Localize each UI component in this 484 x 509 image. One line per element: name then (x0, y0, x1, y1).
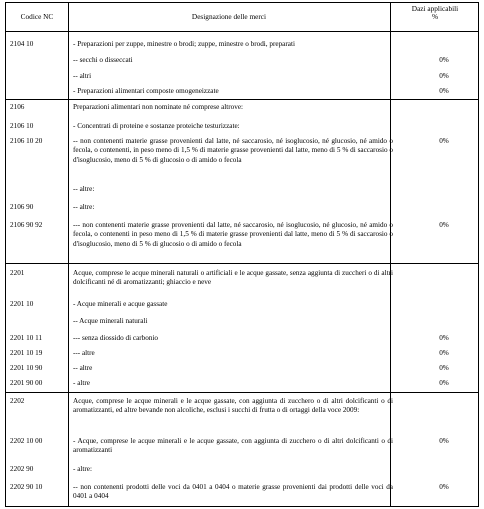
row-duty: 0% (439, 379, 449, 387)
group-divider (6, 392, 478, 393)
row-description: -- secchi o disseccati (73, 56, 133, 64)
row-code: 2202 90 (10, 465, 34, 473)
row-duty: 0% (439, 334, 449, 342)
row-code: 2106 90 (10, 203, 34, 211)
header-code: Codice NC (20, 12, 54, 21)
row-duty: 0% (439, 87, 449, 95)
row-description: -- Acque minerali naturali (73, 317, 148, 325)
row-description: - Preparazioni per zuppe, minestre o brodi; zuppe, minestre o brodi, preparati (73, 40, 295, 48)
row-duty: 0% (439, 72, 449, 80)
row-description: --- altre (73, 349, 95, 357)
row-duty: 0% (439, 437, 449, 445)
row-description: - altre: (73, 465, 92, 473)
row-code: 2202 (10, 397, 25, 405)
row-code: 2201 (10, 269, 25, 277)
row-duty: 0% (439, 364, 449, 372)
row-description: Preparazioni alimentari non nominate né comprese altrove: (73, 103, 244, 111)
header-description: Designazione delle merci (191, 12, 267, 21)
row-duty: 0% (439, 483, 449, 491)
row-code: 2202 10 00 (10, 437, 43, 445)
row-description: Acque, comprese le acque minerali naturali o artificiali e le acque gassate, senza aggiunta di zuccheri o di altri dolcificanti né di aromatizzanti; ghiaccio e neve (73, 269, 393, 287)
row-description: -- altri (73, 72, 92, 80)
row-description: - Acque minerali e acque gassate (73, 300, 168, 308)
row-description: - altre (73, 379, 90, 387)
row-code: 2201 10 19 (10, 349, 43, 357)
row-description: -- altre: (73, 203, 95, 211)
row-code: 2106 10 20 (10, 137, 43, 145)
row-description: -- non contenenti prodotti delle voci da 0401 a 0404 o materie grasse provenienti dai prodotti delle voci da 0401 a 0404 (73, 483, 393, 501)
row-code: 2106 (10, 103, 25, 111)
group-divider (6, 263, 478, 264)
header-duty-unit: % (431, 12, 439, 22)
row-description: --- senza diossido di carbonio (73, 334, 159, 342)
header-duty-label: Dazi applicabili (411, 4, 459, 13)
row-code: 2106 90 92 (10, 221, 43, 229)
column-divider (68, 3, 69, 506)
header-divider (6, 31, 478, 32)
row-description: - Preparazioni alimentari composte omogeneizzate (73, 87, 219, 95)
group-divider (6, 99, 478, 100)
row-code: 2106 10 (10, 122, 34, 130)
row-description: Acque, comprese le acque minerali e le acque gassate, con aggiunta di zucchero o di altri dolcificanti o di aromatizzanti, ed altre bevande non alcoliche, esclusi i succhi di frutta o di ortaggi della voce 2009: (73, 397, 393, 415)
row-duty: 0% (439, 56, 449, 64)
header-duty (390, 5, 480, 21)
row-code: 2201 10 11 (10, 334, 43, 342)
row-code: 2201 10 90 (10, 364, 43, 372)
row-code: 2104 10 (10, 40, 34, 48)
row-description: -- non contenenti materie grasse provenienti dal latte, né saccarosio, né isoglucosio, né glucosio, né amido o fecola, o contenenti, in peso meno di 1,5 % di materie grasse provenienti dal latte, meno di 5 % di saccarosio o d'isoglucosio, meno di 5 % di glucosio o di amido o fecola (73, 137, 393, 164)
row-description: --- non contenenti materie grasse provenienti dal latte, né saccarosio, né isoglucosio, né glucosio, né amido o fecola, o contenenti in peso meno di 1,5 % di materie grasse provenienti dal latte, meno di 5 % di saccarosio o d'isoglucosio, meno di 5 % di glucosio o di amido o fecola (73, 221, 393, 248)
row-code: 2202 90 10 (10, 483, 43, 491)
row-code: 2201 10 (10, 300, 34, 308)
tariff-table (5, 2, 479, 507)
row-duty: 0% (439, 221, 449, 229)
row-description: - Concentrati di proteine e sostanze proteiche testurizzate: (73, 122, 240, 130)
row-duty: 0% (439, 349, 449, 357)
row-description: -- altre (73, 364, 93, 372)
row-duty: 0% (439, 137, 449, 145)
row-description: -- altre: (73, 185, 95, 193)
row-code: 2201 90 00 (10, 379, 43, 387)
row-description: - Acque, comprese le acque minerali e le acque gassate, con aggiunta di zucchero o di altri dolcificanti o di aromatizzanti (73, 437, 393, 455)
